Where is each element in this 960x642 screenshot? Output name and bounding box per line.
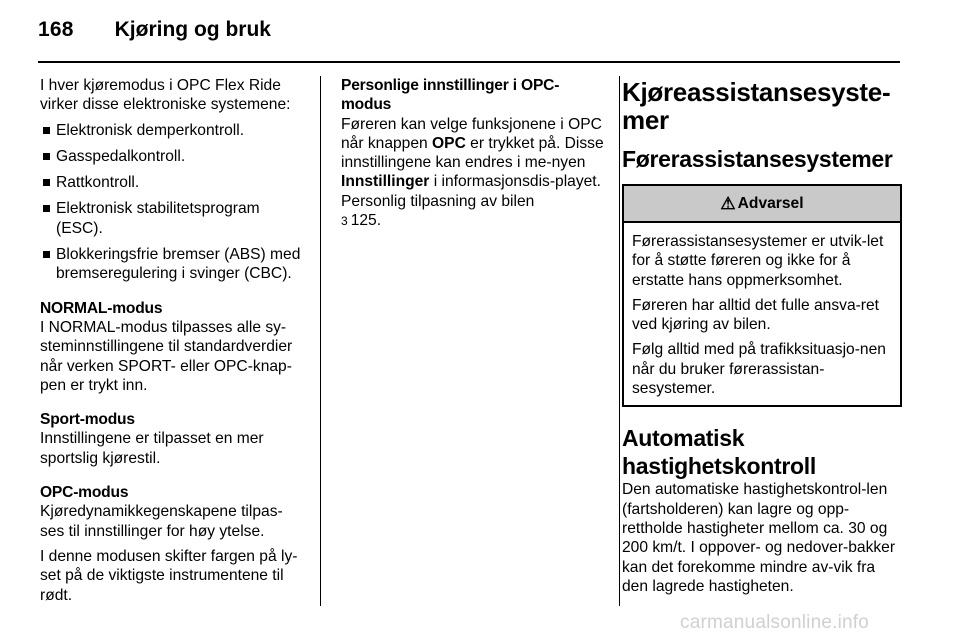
settings-menu-label: Innstillinger [341,173,430,191]
page-header [38,18,271,48]
warning-text: Følg alltid med på trafikksituasjo-nen når du bruker førerassistan-sesystemer. [632,341,886,398]
section-heading: Kjøreassistansesyste-mer [622,77,891,135]
opc-mode-heading: OPC-modus [40,484,129,502]
list-item: Blokkeringsfrie bremser (ABS) med bremseregulering i svinger (CBC). [40,245,306,284]
intro-text: I hver kjøremodus i OPC Flex Ride virker disse elektroniske systemene: [40,77,291,114]
sport-mode-text: Innstillingene er tilpasset en mer sportslig kjørestil. [40,430,264,467]
personal-settings-text: Føreren kan velge funksjonene i OPC når knappen OPC er trykket på. Disse innstillingene kan endres i me-nyen Innstillinger i informasjonsdis-playet. Personlig tilpasning av bilen 3 125. [341,115,604,230]
column-1 [40,76,306,605]
opc-mode-text-2: I denne modusen skifter fargen på ly-set på de viktigste instrumentene til rødt. [40,547,298,604]
warning-text: Føreren har alltid det fulle ansva-ret ved kjøring av bilen. [632,296,880,334]
system-list [40,121,306,284]
page-ref-arrow-icon: 3 [341,214,348,229]
column-divider [320,76,321,606]
list-item: Elektronisk demperkontroll. [40,121,306,140]
normal-mode-heading: NORMAL-modus [40,299,163,317]
normal-mode-text: I NORMAL-modus tilpasses alle sy-steminnstillingene til standardverdier når verken SPORT- eller OPC-knap-pen er trykt inn. [40,318,293,394]
list-item: Elektronisk stabilitetsprogram (ESC). [40,199,306,238]
warning-icon: ⚠ [720,193,736,213]
list-item: Rattkontroll. [40,173,306,192]
subsection-heading: Førerassistansesystemer [622,146,893,172]
list-item: Gasspedalkontroll. [40,147,306,166]
warning-body [624,223,900,405]
column-divider [619,76,620,606]
page-title: Kjøring og bruk [114,18,271,41]
page-reference[interactable]: 125. [350,212,382,230]
column-3 [622,76,902,596]
sport-mode-heading: Sport-modus [40,411,135,429]
opc-mode-text: Kjøredynamikkegenskapene tilpas-ses til innstillinger for høy ytelse. [40,503,283,540]
cruise-control-heading: Automatisk hastighetskontroll [622,425,816,480]
warning-title: Advarsel [737,194,804,212]
page-number: 168 [38,18,74,41]
watermark: carmanualsonline.info [680,612,870,633]
personal-settings-heading: Personlige innstillinger i OPC-modus [341,77,560,114]
warning-box [622,184,902,407]
cruise-control-text: Den automatiske hastighetskontrol-len (fartsholderen) kan lagre og opp-rettholde hastigheter mellom ca. 30 og 200 km/t. I oppover- og nedover-bakker kan det forekomme mindre av-vik fra den lagrede hastigheten. [622,481,896,595]
opc-button-label: OPC [432,134,466,152]
column-2 [341,76,604,231]
warning-header [624,186,900,223]
header-rule [38,61,900,63]
warning-text: Førerassistansesystemer er utvik-let for å støtte føreren og ikke for å erstatte hans oppmerksomhet. [632,233,884,289]
